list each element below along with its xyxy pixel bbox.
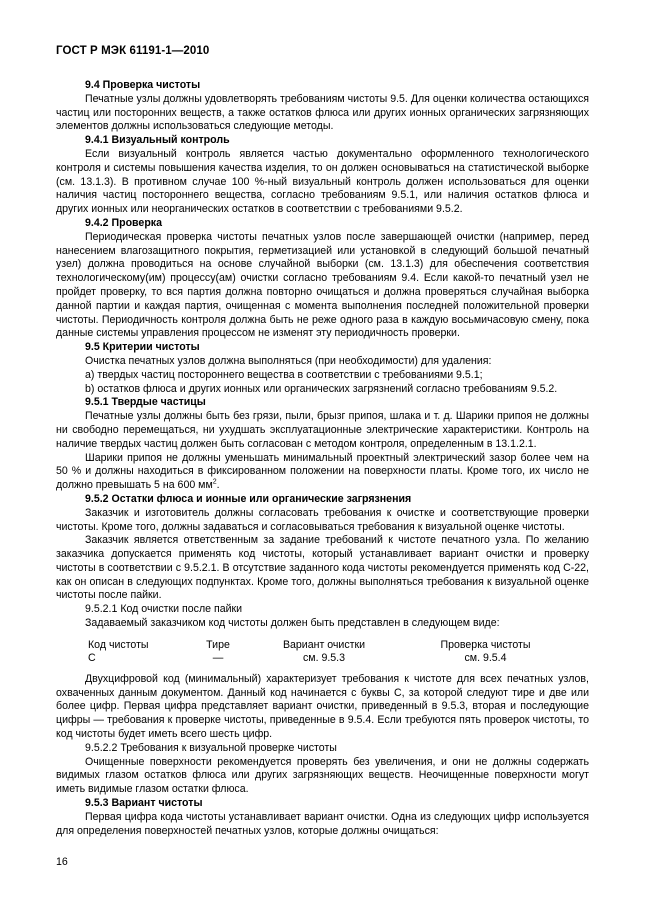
paragraph-text: 9.4.1 Визуальный контроль bbox=[85, 134, 230, 147]
table-header-cell: Вариант очистки bbox=[282, 638, 366, 651]
paragraph-text: Периодическая проверка чистоты печатных узлов после завершающей очистки (например, перед нанесением влагозащитного покрытия, герметизацией или установкой в следующий большой печатный узел) должна проводиться на основе случайной выборки (см. 13.1.3) для обеспечения соответствия технологическому(им) процессу(ам) очистки согласно требованиям 9.4. Если какой-то печатный узел не пройдет проверку, то вся партия должна повторно очищаться и должна проверяться случайная выборка данной партии и каждая партия, очищенная с момента выполнения последней положительной проверки чистоты. Периодичность контроля должна быть не реже одного раза в каждую восьмичасовую смену, пока данные системы управления процессом не изменят эту периодичность проверки. bbox=[56, 230, 589, 340]
paragraph-text: 9.5 Критерии чистоты bbox=[85, 341, 200, 354]
table-header-cell: Проверка чистоты bbox=[440, 638, 531, 651]
paragraph-text: Двухцифровой код (минимальный) характеризует требования к чистоте для всех печатных узлов, охваченных данным документом. Данный код начинается с буквы С, за которой следуют тире и две или более цифр. Первая цифра представляет вариант очистки, приведенный в 9.5.3, вторая и последующие цифры — требования к проверке чистоты, приведенные в 9.5.4. Если требуются пять проверок чистоты, то код чистоты будет иметь всего шесть цифр. bbox=[56, 672, 589, 741]
body-paragraph bbox=[56, 603, 589, 617]
body-paragraph bbox=[56, 534, 589, 603]
table-cell: см. 9.5.4 bbox=[464, 651, 507, 664]
section-heading bbox=[56, 396, 589, 410]
paragraph-text: Первая цифра кода чистоты устанавливает вариант очистки. Одна из следующих цифр используется для определения поверхностей печатных узлов, которые должны очищаться: bbox=[56, 810, 589, 837]
page-body bbox=[56, 79, 589, 838]
body-paragraph bbox=[56, 617, 589, 631]
section-heading bbox=[56, 493, 589, 507]
cleanliness-code-table bbox=[70, 639, 589, 665]
body-paragraph bbox=[56, 507, 589, 535]
section-heading bbox=[56, 217, 589, 231]
body-paragraph bbox=[56, 742, 589, 756]
paragraph-text: 9.5.2.1 Код очистки после пайки bbox=[85, 603, 243, 616]
paragraph-text: 9.5.1 Твердые частицы bbox=[85, 396, 206, 409]
section-heading bbox=[56, 341, 589, 355]
body-paragraph bbox=[56, 383, 589, 397]
table-cell: — bbox=[212, 651, 224, 664]
paragraph-text: Задаваемый заказчиком код чистоты должен быть представлен в следующем виде: bbox=[85, 617, 500, 630]
paragraph-text: Печатные узлы должны быть без грязи, пыли, брызг припоя, шлака и т. д. Шарики припоя не должны ни свободно перемещаться, ни ухудшать эксплуатационные электрические характеристики. Контроль на наличие твердых частиц должен быть согласован с методом контроля, определенным в 13.1.2.1. bbox=[56, 410, 589, 450]
section-heading bbox=[56, 134, 589, 148]
table-header-cell: Тире bbox=[206, 638, 230, 651]
body-paragraph bbox=[56, 452, 589, 493]
section-heading bbox=[56, 797, 589, 811]
paragraph-tail: . bbox=[216, 479, 220, 492]
body-paragraph bbox=[56, 231, 589, 341]
paragraph-text: 9.5.3 Вариант чистоты bbox=[85, 797, 203, 810]
paragraph-text: Заказчик и изготовитель должны согласовать требования к очистке и соответствующие проверки чистоты. Кроме того, должны задаваться и согласовываться требования к визуальной оценке чистоты. bbox=[56, 506, 589, 533]
body-paragraph bbox=[56, 355, 589, 369]
paragraph-text: a) твердых частиц постороннего вещества в соответствии с требованиями 9.5.1; bbox=[85, 368, 483, 381]
paragraph-text: Шарики припоя не должны уменьшать минимальный проектный электрический зазор более чем на 50 % и должны находиться в фиксированном положении на поверхности платы. Кроме того, их число не должно превышать 5 на 600 мм bbox=[56, 451, 589, 492]
paragraph-text: 9.4 Проверка чистоты bbox=[85, 79, 201, 91]
table-cell: см. 9.5.3 bbox=[302, 651, 346, 664]
body-paragraph bbox=[56, 756, 589, 797]
paragraph-text: 9.5.2.2 Требования к визуальной проверке чистоты bbox=[85, 741, 337, 754]
table-header-cell: Код чистоты bbox=[88, 638, 149, 651]
paragraph-text: Печатные узлы должны удовлетворять требованиям чистоты 9.5. Для оценки количества остающихся частиц или посторонних веществ, а также остатков флюса или других ионных органических загрязняющих элементов должны использоваться следующие методы. bbox=[56, 92, 589, 133]
document-header: ГОСТ Р МЭК 61191-1—2010 bbox=[56, 45, 210, 57]
body-paragraph bbox=[56, 369, 589, 383]
paragraph-text: Если визуальный контроль является частью документально оформленного технологического контроля и системы повышения качества изделия, то он должен основываться на статистической выборке (см. 13.1.3). В противном случае 100 %-ный визуальный контроль должен использоваться для оценки наличия частиц постороннего вещества, согласно требованиям 9.5.1, или наличия остатков флюса и других ионных или неорганических остатков в соответствии с требованиями 9.5.2. bbox=[56, 147, 589, 216]
paragraph-text: Очистка печатных узлов должна выполняться (при необходимости) для удаления: bbox=[85, 354, 492, 367]
superscript: 2 bbox=[212, 478, 217, 486]
paragraph-text: b) остатков флюса и других ионных или органических загрязнений согласно требованиям 9.5.2. bbox=[85, 382, 558, 395]
body-paragraph bbox=[56, 93, 589, 134]
body-paragraph bbox=[56, 673, 589, 742]
body-paragraph bbox=[56, 148, 589, 217]
body-paragraph bbox=[56, 811, 589, 839]
paragraph-text: Заказчик является ответственным за задание требований к чистоте печатного узла. По желанию заказчика допускается применять код чистоты, который устанавливает вариант очистки и проверку чистоты в соответствии с 9.5.2.1. В отсутствие заданного кода чистоты рекомендуется применять код С-22, как он описан в следующих подпунктах. Кроме того, должны выполняться требования к визуальной оценке чистоты после пайки. bbox=[56, 534, 589, 602]
table-cell: С bbox=[88, 651, 96, 664]
body-paragraph bbox=[56, 410, 589, 451]
section-heading bbox=[56, 79, 589, 93]
paragraph-text: 9.4.2 Проверка bbox=[85, 216, 162, 229]
paragraph-text: Очищенные поверхности рекомендуется проверять без увеличения, и они не должны содержать видимых глазом остатков флюса или других загрязняющих веществ. Неочищенные поверхности могут иметь видимые глазом остатки флюса. bbox=[56, 755, 589, 796]
paragraph-text: 9.5.2 Остатки флюса и ионные или органические загрязнения bbox=[85, 492, 412, 505]
page-number: 16 bbox=[56, 856, 68, 868]
